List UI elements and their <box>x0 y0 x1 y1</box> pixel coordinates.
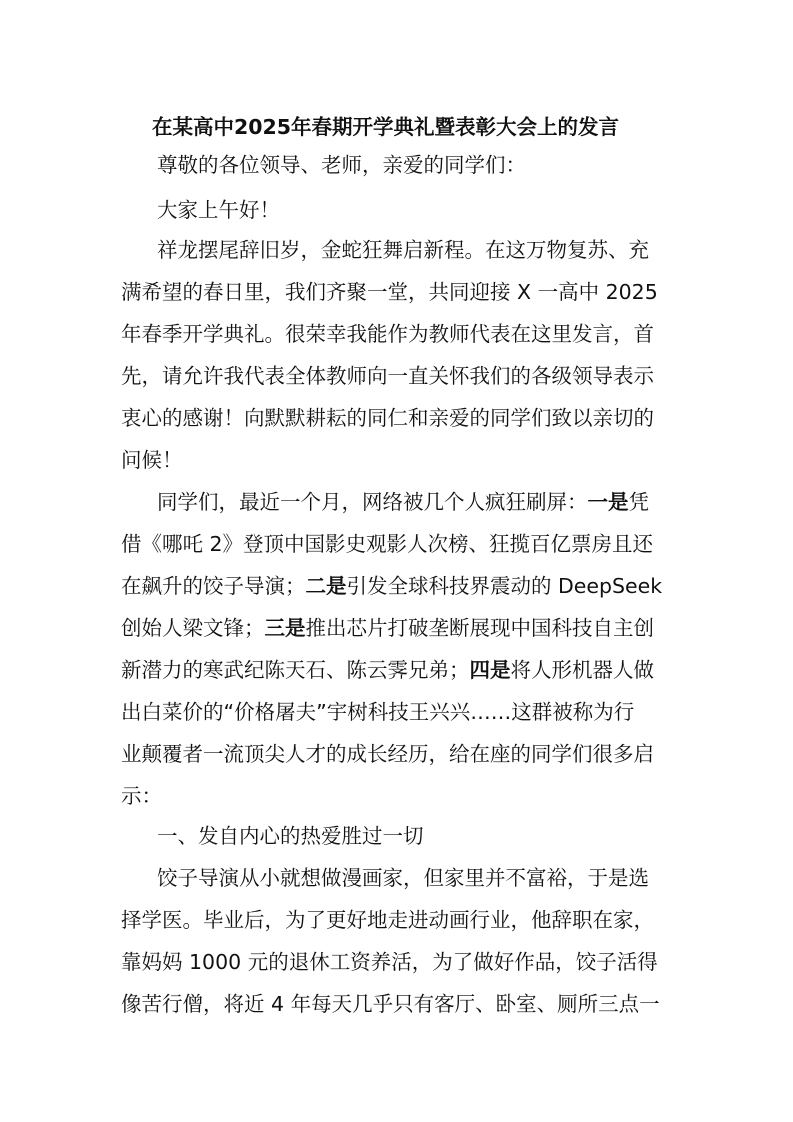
emphasis-four: 四是 <box>469 658 511 682</box>
paragraph3-line: 靠妈妈 1000 元的退休工资养活，为了做好作品，饺子活得 <box>121 950 658 974</box>
paragraph1-line: 满希望的春日里，我们齐聚一堂，共同迎接 X 一高中 2025 <box>121 280 658 304</box>
emphasis-three: 三是 <box>264 616 306 640</box>
paragraph3-line: 择学医。毕业后，为了更好地走进动画行业，他辞职在家， <box>121 908 654 932</box>
paragraph3-line: 像苦行僧，将近 4 年每天几乎只有客厅、卧室、厕所三点一 <box>121 992 660 1016</box>
paragraph1-line: 衷心的感谢！向默默耕耘的同仁和亲爱的同学们致以亲切的 <box>121 406 654 430</box>
text: 新潜力的寒武纪陈天石、陈云霁兄弟； <box>121 658 470 682</box>
paragraph2-line <box>121 572 662 600</box>
text: 创始人梁文锋； <box>121 616 265 640</box>
greeting: 大家上午好！ <box>157 198 280 222</box>
paragraph2-line: 借《哪吒 2》登顶中国影史观影人次榜、狂揽百亿票房且还 <box>121 532 654 556</box>
paragraph2-line: 示： <box>121 784 162 808</box>
paragraph2-line <box>121 614 654 642</box>
emphasis-one: 一是 <box>587 490 629 514</box>
text: 同学们，最近一个月，网络被几个人疯狂刷屏： <box>157 490 588 514</box>
paragraph2-line <box>121 656 654 684</box>
document-title: 在某高中2025年春期开学典礼暨表彰大会上的发言 <box>152 115 620 139</box>
paragraph1-line: 问候！ <box>121 448 183 472</box>
text: 引发全球科技界震动的 DeepSeek <box>346 574 663 598</box>
paragraph2-line: 业颠覆者一流顶尖人才的成长经历，给在座的同学们很多启 <box>121 742 654 766</box>
paragraph1-line: 先，请允许我代表全体教师向一直关怀我们的各级领导表示 <box>121 364 654 388</box>
paragraph2-line: 出白菜价的“价格屠夫”宇树科技王兴兴……这群被称为行 <box>121 700 635 724</box>
paragraph1-line: 年春季开学典礼。很荣幸我能作为教师代表在这里发言，首 <box>121 322 654 346</box>
text: 凭 <box>628 490 649 514</box>
paragraph2-line <box>157 488 649 516</box>
text: 将人形机器人做 <box>510 658 654 682</box>
emphasis-two: 二是 <box>305 574 347 598</box>
section-heading: 一、发自内心的热爱胜过一切 <box>157 824 424 848</box>
paragraph3-line: 饺子导演从小就想做漫画家，但家里并不富裕，于是选 <box>157 866 649 890</box>
paragraph1-line: 祥龙摆尾辞旧岁，金蛇狂舞启新程。在这万物复苏、充 <box>157 238 649 262</box>
salutation: 尊敬的各位领导、老师，亲爱的同学们： <box>157 153 526 177</box>
text: 在飙升的饺子导演； <box>121 574 306 598</box>
text: 推出芯片打破垄断展现中国科技自主创 <box>305 616 654 640</box>
